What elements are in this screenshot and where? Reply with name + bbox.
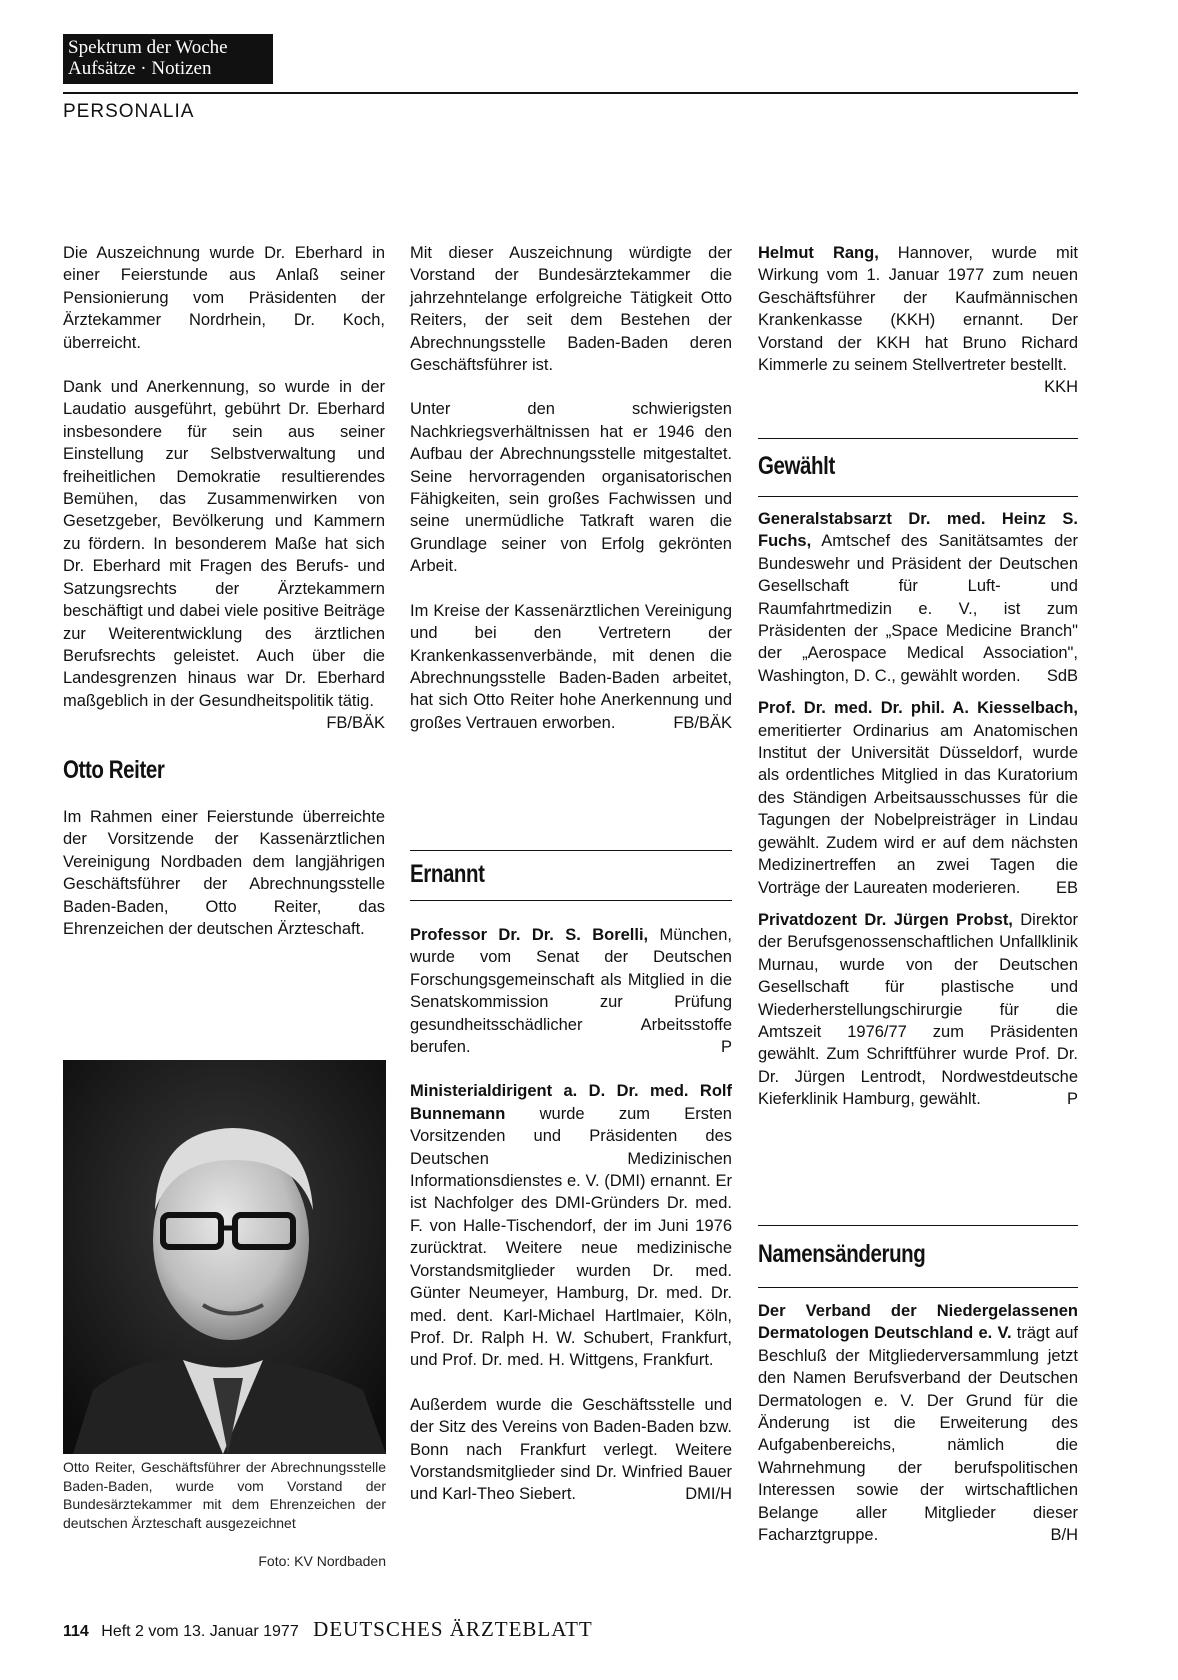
paragraph-text: Im Kreise der Kassenärztlichen Vereinigung und bei den Vertretern der Krankenkassenverbände, mit denen die Abrechnungsstelle Baden-Baden arbeitet, hat sich Otto Reiter hohe Anerkennung und großes Vertrauen erworben. (410, 601, 732, 732)
section-rule (758, 1287, 1078, 1288)
paragraph-text: Außerdem wurde die Geschäftsstelle und der Sitz des Vereins von Baden-Baden bzw. Bonn nach Frankfurt verlegt. Weitere Vorstandsmitglieder sind Dr. Winfried Bauer und Karl-Theo Siebert. (410, 1395, 732, 1504)
paragraph-text: trägt auf Beschluß der Mitgliederversammlung jetzt den Namen Berufsverband der Deutschen Dermatologen e. V. Der Grund für die Änderung ist die Erweiterung des Aufgabenbereichs, nämlich die Wahrnehmung der berufspolitischen Interessen sowie der wirtschaftlichen Belange aller Mitglieder dieser Facharztgruppe. (758, 1324, 1078, 1545)
rubric-line-1: Spektrum der Woche (68, 37, 228, 58)
column-2 (410, 242, 732, 756)
signature: KKH (1044, 378, 1078, 397)
paragraph: Im Rahmen einer Feierstunde überreichte der Vorsitzende der Kassenärztlichen Vereinigung Nordbaden dem langjährigen Geschäftsführer der Abrechnungsstelle Baden-Baden, Otto Reiter, das Ehrenzeichen der deutschen Ärzteschaft. (63, 808, 385, 939)
column-3-lower (758, 1300, 1078, 1568)
magazine-title: DEUTSCHES ÄRZTEBLATT (313, 1617, 593, 1641)
section-label: PERSONALIA (63, 101, 195, 122)
issue-info: Heft 2 vom 13. Januar 1977 (101, 1623, 299, 1640)
person-name: Professor Dr. Dr. S. Borelli, (410, 926, 649, 944)
paragraph-text: emeritierter Ordinarius am Anatomischen Institut der Universität Düsseldorf, wurde als ordentliches Mitglied in das Kuratorium des Ständigen Arbeitsausschusses für die Tagungen der Nobelpreisträger in Lindau gewählt. Zudem wird er auf dem nächsten Medizinertreffen an zwei Tagen die Vorträge der Laureaten moderieren. (758, 721, 1078, 897)
photo-caption: Otto Reiter, Geschäftsführer der Abrechnungsstelle Baden-Baden, wurde vom Vorstand der Bundesärztekammer mit dem Ehrenzeichen der deutschen Ärzteschaft ausgezeichnet (63, 1459, 386, 1532)
paragraph: Die Auszeichnung wurde Dr. Eberhard in einer Feierstunde aus Anlaß seiner Pensionierung vom Präsidenten der Ärztekammer Nordrhein, Dr. Koch, überreicht. (63, 244, 385, 352)
signature: DMI/H (685, 1485, 732, 1504)
person-name: Helmut Rang, (758, 244, 879, 262)
page-number: 114 (63, 1623, 89, 1640)
organization-name: Der Verband der Niedergelassenen Dermatologen Deutschland e. V. (758, 1302, 1078, 1343)
section-rule (758, 1225, 1078, 1226)
column-3 (758, 242, 1078, 399)
paragraph (410, 1394, 732, 1506)
person-name: Generalstabsarzt Dr. med. Heinz S. Fuchs, (758, 510, 1078, 551)
signature: P (720, 1038, 732, 1057)
paragraph (410, 600, 732, 734)
person-name: Privatdozent Dr. Jürgen Probst, (758, 910, 1013, 929)
paragraph: Mit dieser Auszeichnung würdigte der Vorstand der Bundesärztekammer die jahrzehntelange erfolgreiche Tätigkeit Otto Reiters, der seit dem Bestehen der Abrechnungsstelle Baden-Baden deren Geschäftsführer ist. (410, 244, 732, 375)
paragraph-text: wurde zum Ersten Vorsitzenden und Präsidenten des Deutschen Medizinischen Informationsdienstes e. V. (DMI) ernannt. Er ist Nachfolger des DMI-Gründers Dr. med. F. von Halle-Tischendorf, der im Juni 1976 zurücktrat. Weitere neue medizinische Vorstandsmitglieder wurden Dr. med. Günter Neumeyer, Hamburg, Dr. med. Dr. med. dent. Karl-Michael Hartlmaier, Köln, Prof. Dr. Ralph H. W. Schubert, Frankfurt, und Prof. Dr. med. H. Wittgens, Frankfurt. (410, 1104, 732, 1370)
photo-credit: Foto: KV Nordbaden (258, 1553, 386, 1569)
paragraph (63, 376, 385, 733)
portrait-illustration (63, 1060, 386, 1454)
paragraph (758, 1300, 1078, 1546)
paragraph (758, 242, 1078, 397)
signature: FB/BÄK (326, 714, 385, 733)
rubric-box (63, 34, 273, 84)
paragraph-text: Amtschef des Sanitätsamtes der Bundeswehr und Präsident der Deutschen Gesellschaft für Luft- und Raumfahrtmedizin e. V., ist zum Präsidenten der „Space Medicine Branch" der „Aerospace Medical Association", Washington, D. C., gewählt worden. (758, 532, 1078, 685)
paragraph (758, 697, 1078, 899)
paragraph (410, 1080, 732, 1371)
page-footer (63, 1617, 593, 1642)
portrait-photo (63, 1060, 386, 1454)
person-name: Ministerialdirigent a. D. Dr. med. Rolf Bunnemann (410, 1082, 732, 1123)
rubric-line-2: Aufsätze · Notizen (68, 58, 212, 79)
section-rule (410, 900, 732, 901)
signature: SdB (1046, 666, 1078, 685)
column-2-lower (410, 924, 732, 1528)
column-3-middle (758, 508, 1078, 1121)
section-heading-otto-reiter: Otto Reiter (63, 756, 165, 784)
column-1 (63, 242, 385, 735)
signature: FB/BÄK (673, 713, 732, 732)
paragraph: Unter den schwierigsten Nachkriegsverhältnissen hat er 1946 den Aufbau der Abrechnungsstelle mitgestaltet. Seine hervorragenden organisatorischen Fähigkeiten, sein großes Fachwissen und seine unermüdliche Tatkraft waren die Grundlage seiner von Erfolg gekrönten Arbeit. (410, 400, 732, 576)
header-rule (63, 92, 1078, 94)
paragraph-text: Hannover, wurde mit Wirkung vom 1. Januar 1977 zum neuen Geschäftsführer der Kaufmännischen Krankenkasse (KKH) ernannt. Der Vorstand der KKH hat Bruno Richard Kimmerle zu seinem Stellvertreter bestellt. (758, 244, 1078, 375)
signature: B/H (1050, 1526, 1078, 1545)
paragraph (758, 508, 1078, 687)
section-heading-namensaenderung: Namensänderung (758, 1240, 926, 1268)
paragraph (758, 909, 1078, 1111)
paragraph (410, 924, 732, 1058)
paragraph-text: Direktor der Berufsgenossenschaftlichen Unfallklinik Murnau, wurde von der Deutschen Gesellschaft für plastische und Wiederherstellungschirurgie für die Amtszeit 1976/77 zum Präsidenten gewählt. Zum Schriftführer wurde Prof. Dr. Dr. Jürgen Lentrodt, Nordwestdeutsche Kieferklinik Hamburg, gewählt. (758, 910, 1079, 1109)
paragraph-text: München, wurde vom Senat der Deutschen Forschungsgemeinschaft als Mitglied in die Senatskommission zur Prüfung gesundheitsschädlicher Arbeitsstoffe berufen. (410, 926, 732, 1057)
person-name: Prof. Dr. med. Dr. phil. A. Kiesselbach, (758, 699, 1078, 718)
paragraph-text: Dank und Anerkennung, so wurde in der Laudatio ausgeführt, gebührt Dr. Eberhard insbesondere für sein aus seiner Einstellung zur Selbstverwaltung und freiheitlichen Demokratie resultierendes Bemühen, das Zusammenwirken von Gesetzgeber, Bevölkerung und Kammern zu fördern. In besonderem Maße hat sich Dr. Eberhard mit Fragen des Berufs- und Satzungsrechts der Ärztekammern beschäftigt und dabei viele positive Beiträge zur Weiterentwicklung des ärztlichen Berufsrechts geleistet. Auch über die Landesgrenzen hinaus war Dr. Eberhard maßgeblich in der Gesundheitspolitik tätig. (63, 378, 385, 710)
section-rule (758, 438, 1078, 439)
signature: EB (1055, 878, 1078, 897)
section-rule (410, 850, 732, 851)
section-heading-gewaehlt: Gewählt (758, 452, 835, 480)
section-heading-ernannt: Ernannt (410, 860, 485, 888)
signature: P (1066, 1090, 1078, 1109)
column-1-lower (63, 806, 385, 962)
section-rule (758, 496, 1078, 497)
